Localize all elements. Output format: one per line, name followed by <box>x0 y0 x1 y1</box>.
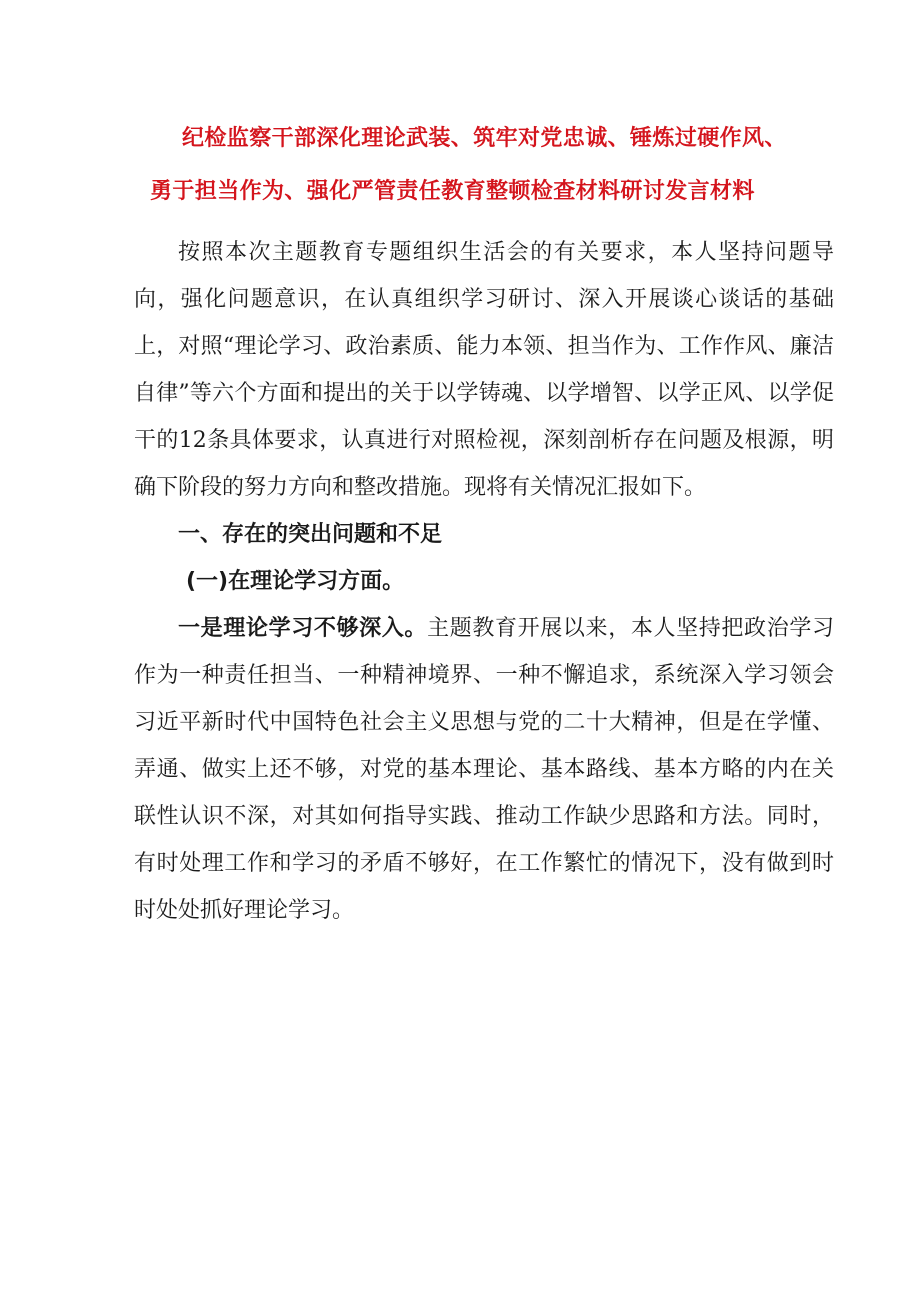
document-body <box>134 229 834 934</box>
intro-paragraph: 按照本次主题教育专题组织生活会的有关要求，本人坚持问题导向，强化问题意识，在认真组织学习研讨、深入开展谈心谈话的基础上，对照“理论学习、政治素质、能力本领、担当作为、工作作风、廉洁自律”等六个方面和提出的关于以学铸魂、以学增智、以学正风、以学促干的12条具体要求，认真进行对照检视，深刻剖析存在问题及根源，明确下阶段的努力方向和整改措施。现将有关情况汇报如下。 <box>134 240 834 500</box>
document-title <box>150 112 840 218</box>
section-heading-1: 一、存在的突出问题和不足 <box>178 522 443 547</box>
point-paragraph-1 <box>134 605 834 934</box>
point-lead-1: 一是理论学习不够深入。 <box>178 616 428 641</box>
title-line-1: 纪检监察干部深化理论武装、筑牢对党忠诚、锤炼过硬作风、 <box>182 126 787 151</box>
point-text-1: 主题教育开展以来，本人坚持把政治学习作为一种责任担当、一种精神境界、一种不懈追求，系统深入学习领会习近平新时代中国特色社会主义思想与党的二十大精神，但是在学懂、弄通、做实上还不够，对党的基本理论、基本路线、基本方略的内在关联性认识不深，对其如何指导实践、推动工作缺少思路和方法。同时，有时处理工作和学习的矛盾不够好，在工作繁忙的情况下，没有做到时时处处抓好理论学习。 <box>134 616 834 923</box>
title-line-2: 勇于担当作为、强化严管责任教育整顿检查材料研讨发言材料 <box>150 179 755 204</box>
subsection-heading-1: (一)在理论学习方面。 <box>186 569 405 594</box>
